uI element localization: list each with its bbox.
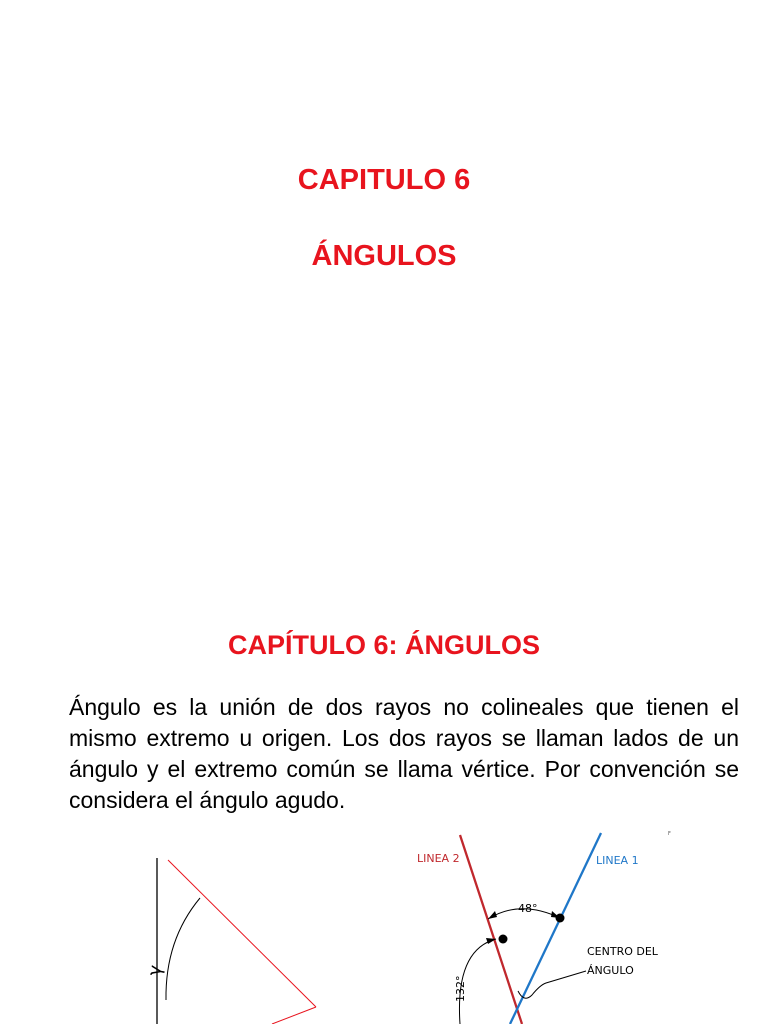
center-label-2: ÁNGULO [587,964,634,977]
arc-arrow-left [488,911,497,919]
definition-paragraph: Ángulo es la unión de dos rayos no colineales que tienen el mismo extremo u origen. Los dos rayos se llaman lados de un ángulo y el extremo común se llama vértice. Por convención se considera el ángulo agudo. [69,694,739,813]
ray-upper [168,860,316,1007]
chapter-subtitle: ÁNGULOS [311,240,457,272]
angle-arc [166,898,200,1000]
angle-figure-right [400,825,700,1024]
angle-symbol: γ [144,963,167,978]
chapter-title: CAPITULO 6 [297,164,471,196]
line-1 [510,833,601,1024]
line-2 [460,835,522,1024]
line-1-label: LINEA 1 [596,854,639,867]
angle-132-label: 132° [454,975,467,1002]
point-line-1 [556,914,565,923]
corner-mark: F [668,831,671,837]
angle-figure-left [130,830,340,1024]
ray-lower [272,1007,316,1024]
center-label-1: CENTRO DEL [587,945,658,958]
line-2-label: LINEA 2 [417,852,460,865]
point-line-2 [499,935,508,944]
section-heading: CAPÍTULO 6: ÁNGULOS [227,630,540,660]
angle-48-label: 48° [518,902,538,915]
